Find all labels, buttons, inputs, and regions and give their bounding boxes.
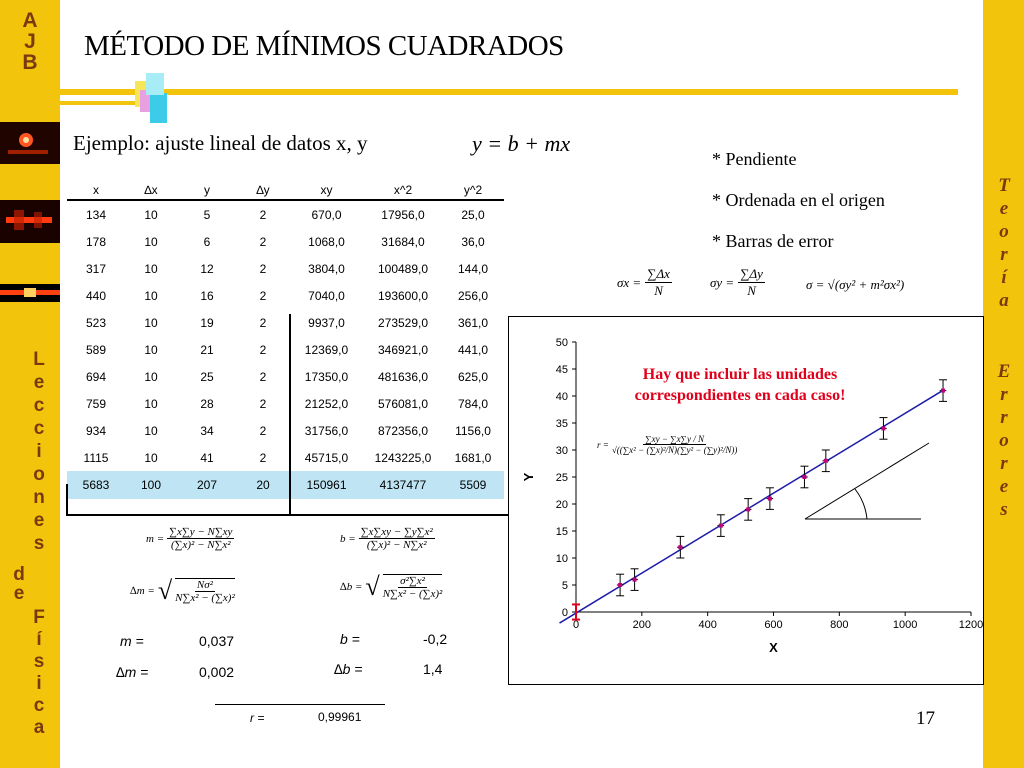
banner-letter: e	[33, 372, 45, 393]
data-point	[941, 389, 945, 393]
banner-letter: i	[36, 441, 42, 462]
title-underline	[60, 89, 958, 95]
table-sum-row	[67, 471, 504, 499]
data-point	[746, 507, 750, 511]
banner-letter: r	[1000, 384, 1008, 405]
banner-letter: c	[33, 395, 45, 416]
banner-letter: s	[1000, 499, 1008, 520]
table-cell: 625,0	[457, 369, 489, 384]
table-cell: 144,0	[457, 261, 489, 276]
table-cell: 5	[203, 207, 211, 222]
table-cell: 25,0	[461, 207, 485, 222]
table-cell: 872356,0	[377, 423, 429, 438]
data-point	[802, 475, 806, 479]
table-cell: 19	[200, 315, 214, 330]
banner-letter: a	[999, 290, 1009, 311]
formula-m-num: ∑x∑y − N∑xy	[169, 526, 233, 538]
table-cell: 1156,0	[455, 423, 491, 438]
formula-r	[597, 434, 737, 455]
banner-letter: s	[33, 651, 45, 672]
y-tick-label: 50	[555, 337, 568, 349]
x-tick-label: 1000	[892, 619, 918, 631]
table-row	[67, 200, 504, 228]
table-cell: 10	[144, 288, 158, 303]
table-cell: 36,0	[461, 234, 485, 249]
table-cell: 21252,0	[304, 396, 349, 411]
table-row	[67, 336, 504, 363]
formula-r-den: √((∑x² − (∑x)²/N)(∑y² − (∑y)²/N))	[611, 445, 738, 455]
banner-letter: T	[998, 175, 1010, 196]
table-cell: 10	[144, 369, 158, 384]
table-row	[67, 228, 504, 255]
angle-arc	[855, 489, 867, 519]
thumbnail-image-3	[0, 284, 60, 302]
table-cell: 10	[144, 450, 158, 465]
table-cell: 207	[177, 471, 237, 499]
table-cell: 2	[259, 423, 267, 438]
angle-hypotenuse	[805, 443, 929, 519]
table-mid-rule	[289, 314, 291, 514]
table-cell: 934	[85, 423, 107, 438]
sigma-y-num: ∑Δy	[740, 266, 763, 281]
banner-letter: c	[33, 695, 45, 716]
x-tick-label: 800	[830, 619, 849, 631]
table-cell: 5683	[67, 471, 125, 499]
data-point	[633, 578, 637, 582]
table-cell: 1243225,0	[374, 450, 432, 465]
title-underline-thin	[60, 101, 140, 105]
table-cell: ∆y	[237, 180, 289, 200]
banner-letter: o	[33, 464, 45, 485]
units-note-line-1: Hay que incluir las unidades	[642, 366, 838, 383]
data-point	[881, 426, 885, 430]
formula-delta-m: ∆m = √ $\frac{\text{Nσ²}}{\text{N∑x² − (∑x)²}}$	[130, 576, 235, 605]
table-cell: 440	[85, 288, 107, 303]
table-cell: y	[177, 180, 237, 200]
table-cell: 694	[85, 369, 107, 384]
table-cell: 1115	[83, 450, 109, 465]
table-cell: 2	[259, 342, 267, 357]
table-cell: 361,0	[457, 315, 489, 330]
result-r-value: 0,99961	[318, 710, 362, 724]
table-cell: 317	[85, 261, 107, 276]
banner-letter: r	[1000, 407, 1008, 428]
table-cell: 670,0	[311, 207, 342, 222]
table-cell: 2	[259, 450, 267, 465]
table-cell: 481636,0	[377, 369, 429, 384]
y-tick-label: 40	[555, 391, 568, 403]
thumbnail-image-1	[0, 122, 60, 164]
table-cell: y^2	[442, 180, 504, 200]
data-point	[678, 545, 682, 549]
table-cell: 10	[144, 234, 158, 249]
table-cell: 25	[200, 369, 214, 384]
units-note-line-2: correspondientes en cada caso!	[634, 387, 846, 404]
left-banner-initials	[0, 10, 60, 73]
table-cell: 10	[144, 207, 158, 222]
y-axis-label: Y	[521, 472, 536, 482]
table-cell: 2	[259, 315, 267, 330]
table-cell: 5509	[442, 471, 504, 499]
formula-b-num: ∑x∑xy − ∑y∑x²	[360, 526, 433, 538]
table-cell: 10	[144, 396, 158, 411]
left-banner-fisica	[24, 608, 54, 737]
table-cell: 10	[144, 261, 158, 276]
table-cell: 134	[85, 207, 107, 222]
banner-letter: L	[33, 349, 45, 370]
table-cell: 12	[200, 261, 214, 276]
table-cell: ∆x	[125, 180, 177, 200]
banner-letter: í	[1001, 267, 1007, 288]
x-tick-label: 200	[632, 619, 652, 631]
note-error-bars: * Barras de error	[712, 231, 834, 251]
banner-letter: e	[999, 198, 1009, 219]
table-cell: 178	[85, 234, 107, 249]
slide-title: MÉTODO DE MÍNIMOS CUADRADOS	[84, 30, 564, 62]
table-cell: x^2	[364, 180, 442, 200]
decor-square-cyan	[150, 93, 167, 123]
banner-letter: c	[33, 418, 45, 439]
x-tick-label: 1200	[958, 619, 983, 631]
result-db-label: ∆b =	[334, 661, 363, 677]
formula-m	[146, 526, 234, 551]
data-point	[719, 524, 723, 528]
data-point	[824, 459, 828, 463]
x-tick-label: 600	[764, 619, 783, 631]
formula-db-num: σ²∑x²	[400, 575, 425, 587]
banner-letter: e	[999, 476, 1009, 497]
table-cell: 17350,0	[304, 369, 349, 384]
banner-letter: E	[997, 361, 1011, 382]
formula-b-lhs: b =	[340, 532, 356, 545]
formula-dm-num: Nσ²	[196, 579, 213, 591]
table-cell: 10	[144, 342, 158, 357]
formula-b-den: (∑x)² − N∑x²	[366, 539, 427, 551]
table-cell: 2	[259, 369, 267, 384]
x-tick-label: 400	[698, 619, 717, 631]
banner-letter: r	[1000, 244, 1008, 265]
right-banner-teoria	[987, 176, 1021, 310]
banner-letter: í	[36, 629, 42, 650]
table-row	[67, 363, 504, 390]
result-dm-label: ∆m =	[116, 664, 149, 680]
table-cell: 759	[85, 396, 107, 411]
table-row	[67, 390, 504, 417]
decor-square-light-cyan	[146, 73, 164, 95]
table-cell: 45715,0	[304, 450, 349, 465]
y-tick-label: 15	[555, 526, 568, 538]
table-left-rule	[66, 484, 68, 514]
table-cell: 7040,0	[308, 288, 345, 303]
banner-letter: e	[33, 510, 45, 531]
y-tick-label: 0	[561, 607, 568, 619]
formula-b	[340, 526, 435, 551]
y-tick-label: 25	[555, 472, 568, 484]
table-cell: 273529,0	[377, 315, 429, 330]
table-cell: 17956,0	[381, 207, 425, 222]
table-row	[67, 255, 504, 282]
result-m-value: 0,037	[199, 633, 235, 649]
y-tick-label: 35	[555, 418, 568, 430]
formula-r-num: ∑xy − ∑x∑y / N	[645, 434, 704, 444]
banner-letter: d	[13, 564, 25, 585]
y-tick-label: 5	[561, 580, 568, 592]
formula-delta-b: ∆b = √ $\frac{\text{σ²∑x²}}{\text{N∑x² − (∑x)²}}$	[340, 572, 443, 601]
table-cell: xy	[289, 180, 364, 200]
sigma-y-den: N	[747, 283, 756, 298]
table-cell: 1681,0	[454, 450, 492, 465]
banner-letter: s	[33, 533, 45, 554]
y-tick-label: 45	[555, 364, 568, 376]
table-cell: 21	[200, 342, 214, 357]
table-bottom-rule	[66, 514, 544, 516]
result-dm-value: 0,002	[199, 664, 235, 680]
table-cell: 2	[259, 234, 267, 249]
formula-db-lhs: ∆b =	[340, 581, 363, 593]
data-point	[768, 497, 772, 501]
result-b-value: -0,2	[423, 631, 448, 647]
table-header-row	[67, 180, 504, 200]
result-r-rule	[215, 704, 385, 705]
sigma-x-lhs: σx =	[617, 274, 642, 290]
data-table	[67, 180, 504, 499]
result-db-value: 1,4	[423, 661, 443, 677]
formula-dm-lhs: ∆m =	[130, 585, 155, 597]
formula-db-den: N∑x² − (∑x)²	[382, 588, 443, 600]
table-cell: 576081,0	[377, 396, 429, 411]
table-cell: 346921,0	[377, 342, 429, 357]
table-cell: 4137477	[364, 471, 442, 499]
left-banner-de	[6, 565, 32, 603]
table-cell: 31684,0	[381, 234, 425, 249]
table-cell: 2	[259, 396, 267, 411]
table-cell: 9937,0	[308, 315, 345, 330]
banner-letter: A	[22, 9, 38, 32]
note-intercept: * Ordenada en el origen	[712, 190, 885, 210]
table-cell: 10	[144, 423, 158, 438]
y-tick-label: 10	[555, 553, 568, 565]
table-cell: 193600,0	[377, 288, 429, 303]
left-banner-lecciones	[24, 350, 54, 553]
data-point	[618, 583, 622, 587]
table-row	[67, 417, 504, 444]
table-cell: 256,0	[457, 288, 489, 303]
units-note	[600, 364, 880, 406]
table-row	[67, 444, 504, 471]
y-tick-label: 20	[555, 499, 568, 511]
banner-letter: B	[22, 51, 38, 74]
banner-letter: n	[33, 487, 45, 508]
table-cell: 3804,0	[308, 261, 345, 276]
banner-letter: e	[13, 583, 25, 604]
banner-letter: a	[33, 717, 45, 738]
banner-letter: F	[33, 607, 45, 628]
result-r-label: r =	[250, 711, 265, 725]
table-cell: 2	[259, 207, 267, 222]
sigma-x-formula	[617, 266, 672, 299]
formula-m-lhs: m =	[146, 532, 165, 545]
page-number: 17	[916, 708, 935, 729]
table-cell: 20	[237, 471, 289, 499]
x-tick-label: 0	[572, 619, 580, 631]
formula-dm-den: N∑x² − (∑x)²	[175, 592, 235, 604]
banner-letter: o	[999, 221, 1009, 242]
table-cell: 441,0	[457, 342, 489, 357]
table-cell: 2	[259, 288, 267, 303]
sigma-x-num: ∑Δx	[647, 266, 670, 281]
right-banner-errores	[987, 362, 1021, 519]
result-b-label: b =	[340, 631, 360, 647]
table-cell: 28	[200, 396, 214, 411]
sigma-y-formula	[710, 266, 765, 299]
table-cell: 16	[200, 288, 214, 303]
banner-letter: o	[999, 430, 1009, 451]
x-axis-label: X	[769, 640, 778, 655]
table-row	[67, 309, 504, 336]
thumbnail-image-2	[0, 200, 60, 243]
table-cell: 100	[125, 471, 177, 499]
table-row	[67, 282, 504, 309]
table-cell: 2	[259, 261, 267, 276]
sigma-y-lhs: σy =	[710, 274, 735, 290]
table-cell: 100489,0	[377, 261, 429, 276]
table-cell: 150961	[289, 471, 364, 499]
fit-line	[560, 390, 943, 623]
formula-m-den: (∑x)² − N∑x²	[170, 539, 231, 551]
y-tick-label: 30	[555, 445, 568, 457]
table-cell: 6	[203, 234, 211, 249]
result-m-label: m =	[120, 633, 144, 649]
sigma-x-den: N	[654, 283, 663, 298]
table-cell: 12369,0	[304, 342, 349, 357]
banner-letter: i	[36, 673, 42, 694]
note-slope: * Pendiente	[712, 149, 797, 169]
table-cell: 31756,0	[304, 423, 349, 438]
example-subtitle: Ejemplo: ajuste lineal de datos x, y	[73, 131, 368, 155]
table-cell: 589	[85, 342, 107, 357]
formula-r-lhs: r =	[597, 439, 609, 450]
banner-letter: r	[1000, 453, 1008, 474]
table-cell: 41	[200, 450, 214, 465]
table-cell: 523	[85, 315, 107, 330]
table-cell: 784,0	[457, 396, 489, 411]
table-cell: 34	[200, 423, 214, 438]
table-cell: x	[67, 180, 125, 200]
linear-model-formula: y = b + mx	[472, 131, 571, 156]
table-cell: 10	[144, 315, 158, 330]
banner-letter: J	[24, 30, 36, 53]
table-cell: 1068,0	[308, 234, 345, 249]
sigma-total-formula: σ = √(σy² + m²σx²)	[806, 277, 905, 292]
